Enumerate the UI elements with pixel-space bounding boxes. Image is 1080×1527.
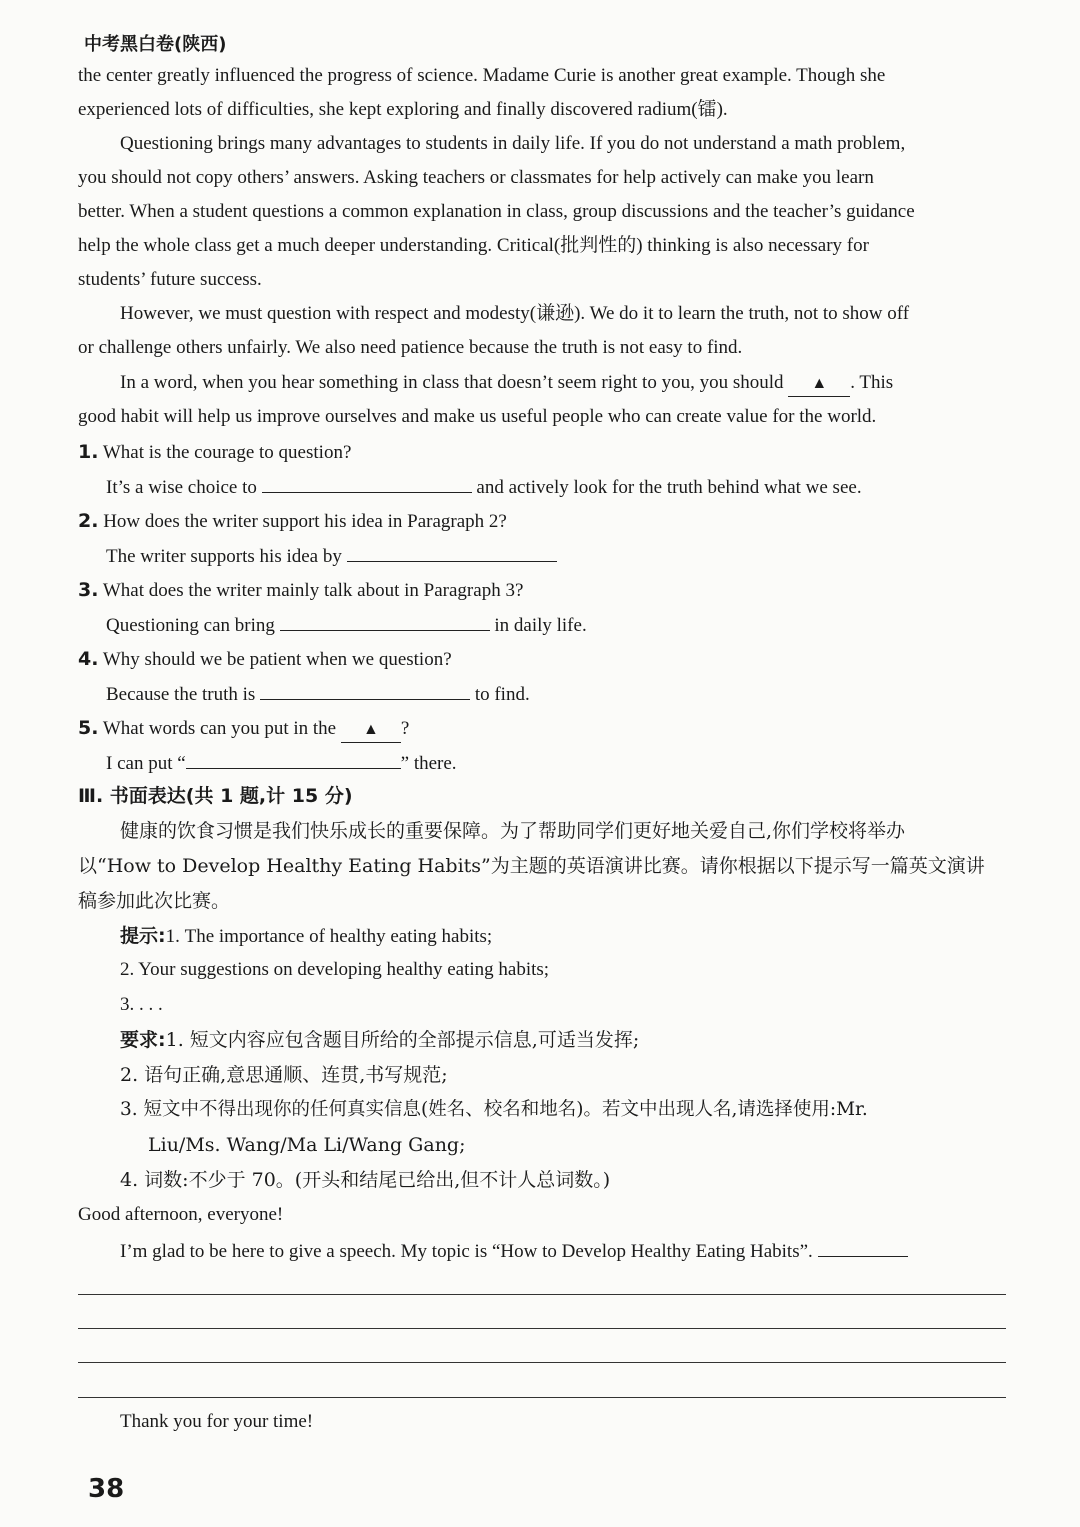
question-text: How does the writer support his idea in Paragraph 2? <box>103 511 507 532</box>
passage-line: or challenge others unfairly. We also need patience because the truth is not easy to find. <box>78 337 743 358</box>
writing-blank[interactable] <box>818 1238 908 1257</box>
writing-line[interactable] <box>78 1362 1006 1363</box>
answer-blank[interactable] <box>262 474 472 493</box>
answer-blank[interactable] <box>280 612 490 631</box>
hint-2: 2. Your suggestions on developing healthy eating habits; <box>120 959 550 980</box>
answer-text: Because the truth is <box>106 684 256 705</box>
passage-line: However, we must question with respect and modesty(谦逊). We do it to learn the truth, not to show off <box>120 303 910 324</box>
passage-line <box>120 371 893 397</box>
requirement-3: 3. 短文中不得出现你的任何真实信息(姓名、校名和地名)。若文中出现人名,请选择使用:Mr. <box>120 1099 868 1120</box>
page-header: 中考黑白卷(陕西) <box>84 34 227 55</box>
question-text: ? <box>400 718 410 739</box>
answer-text: The writer supports his idea by <box>106 546 342 567</box>
question-number: 1. <box>78 441 99 463</box>
answer-blank[interactable] <box>347 543 557 562</box>
requirement-label: 要求: <box>120 1029 166 1051</box>
writing-line[interactable] <box>78 1328 1006 1329</box>
question-text: What words can you put in the <box>102 718 337 739</box>
writing-line[interactable] <box>78 1294 1006 1295</box>
passage-line: help the whole class get a much deeper understanding. Critical(批判性的) thinking is also necessary for <box>78 235 869 256</box>
requirement-2: 2. 语句正确,意思通顺、连贯,书写规范; <box>120 1064 448 1086</box>
question-number: 4. <box>78 648 99 670</box>
hint-1 <box>120 924 492 949</box>
section-intro: 以“How to Develop Healthy Eating Habits”为主题的英语演讲比赛。请你根据以下提示写一篇英文演讲 <box>78 855 985 877</box>
section-intro: 稿参加此次比赛。 <box>78 890 231 912</box>
question-1 <box>78 440 351 465</box>
answer-text: I can put “ <box>106 753 186 774</box>
requirement-3-cont: Liu/Ms. Wang/Ma Li/Wang Gang; <box>148 1134 466 1156</box>
speech-greeting: Good afternoon, everyone! <box>78 1204 284 1225</box>
answer-text: ” there. <box>400 753 457 774</box>
speech-opening <box>120 1238 908 1264</box>
question-2 <box>78 509 507 534</box>
answer-5 <box>106 750 457 776</box>
answer-blank[interactable] <box>186 750 401 769</box>
question-3 <box>78 578 523 603</box>
answer-text: It’s a wise choice to <box>106 477 257 498</box>
passage-line: experienced lots of difficulties, she kept exploring and finally discovered radium(镭). <box>78 99 728 120</box>
question-number: 5. <box>78 717 99 739</box>
requirement-1 <box>120 1028 639 1052</box>
answer-4 <box>106 681 530 707</box>
hint-text: 1. The importance of healthy eating habits; <box>165 926 493 947</box>
passage-line: good habit will help us improve ourselves and make us useful people who can create value for the world. <box>78 406 877 427</box>
answer-blank[interactable] <box>260 681 470 700</box>
answer-3 <box>106 612 587 638</box>
passage-line: better. When a student questions a common explanation in class, group discussions and the teacher’s guidance <box>78 201 915 222</box>
hint-3: 3. . . . <box>120 994 163 1015</box>
requirement-4: 4. 词数:不少于 70。(开头和结尾已给出,但不计人总词数。) <box>120 1169 611 1191</box>
passage-text: In a word, when you hear something in class that doesn’t seem right to you, you should <box>120 372 784 393</box>
writing-line[interactable] <box>78 1397 1006 1398</box>
question-5 <box>78 716 409 743</box>
question-4 <box>78 647 452 672</box>
question-number: 2. <box>78 510 99 532</box>
question-number: 3. <box>78 579 99 601</box>
answer-text: Questioning can bring <box>106 615 275 636</box>
page-number: 38 <box>88 1474 125 1504</box>
passage-line: Questioning brings many advantages to students in daily life. If you do not understand a math problem, <box>120 133 906 154</box>
section-intro: 健康的饮食习惯是我们快乐成长的重要保障。为了帮助同学们更好地关爱自己,你们学校将举办 <box>120 820 906 842</box>
answer-text: to find. <box>474 684 530 705</box>
opening-text: I’m glad to be here to give a speech. My topic is “How to Develop Healthy Eating Habits”. <box>120 1241 813 1262</box>
passage-line: students’ future success. <box>78 269 262 290</box>
answer-text: and actively look for the truth behind what we see. <box>476 477 862 498</box>
answer-text: in daily life. <box>494 615 587 636</box>
triangle-blank: ▲ <box>341 718 401 743</box>
speech-closing: Thank you for your time! <box>120 1411 314 1432</box>
question-text: Why should we be patient when we question? <box>102 649 452 670</box>
question-text: What does the writer mainly talk about in Paragraph 3? <box>102 580 524 601</box>
passage-line: the center greatly influenced the progress of science. Madame Curie is another great example. Though she <box>78 65 886 86</box>
hint-label: 提示: <box>120 925 166 947</box>
section-title: Ⅲ. 书面表达(共 1 题,计 15 分) <box>78 785 353 807</box>
requirement-text: 1. 短文内容应包含题目所给的全部提示信息,可适当发挥; <box>165 1029 640 1051</box>
passage-line: you should not copy others’ answers. Asking teachers or classmates for help actively can make you learn <box>78 167 874 188</box>
answer-1 <box>106 474 862 500</box>
question-text: What is the courage to question? <box>102 442 352 463</box>
triangle-blank: ▲ <box>788 372 850 397</box>
answer-2 <box>106 543 557 569</box>
passage-text: . This <box>850 372 894 393</box>
